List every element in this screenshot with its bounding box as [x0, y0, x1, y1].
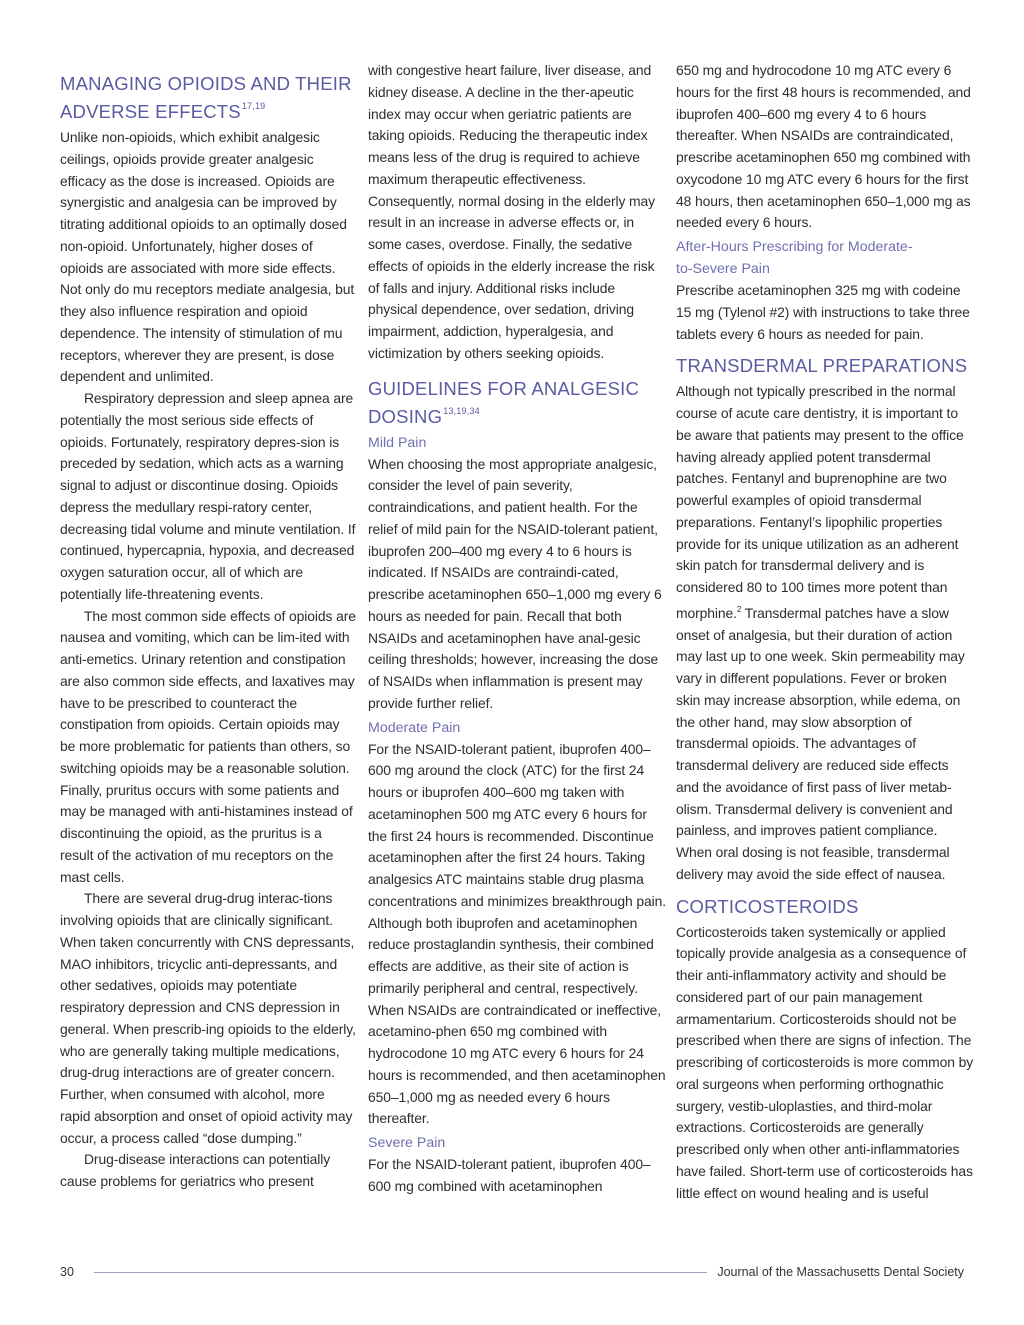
paragraph-text: Although not typically prescribed in the normal course of acute care dentistry, it is important to be aware that patients may present to the office having already applied potent transdermal patches. Fentanyl and buprenophine are two powerful examples of opioid transdermal preparations. Fentanyl’s lipophilic properties provide for its unique utilization as an adherent skin patch for transdermal delivery and is considered 80 to 100 times more potent than morphine. — [676, 383, 964, 621]
paragraph: The most common side effects of opioids are nausea and vomiting, which can be lim-ited with anti-emetics. Urinary retention and constipation are also common side effects, and laxatives may have to be prescribed to counteract the constipation from opioids. Certain opioids may be more problematic for patients than others, so switching opioids may be a reasonable solution. Finally, pruritus occurs with some patients and may be managed with anti-histamines instead of discontinuing the opioid, as the pruritus is a result of the activation of mu receptors on the mast cells. — [60, 607, 356, 885]
paragraph: When choosing the most appropriate analgesic, consider the level of pain severity, contraindications, and patient health. For the relief of mild pain for the NSAID-tolerant patient, ibuprofen 200–400 mg every 4 to 6 hours is indicated. If NSAIDs are contraindi-cated, prescribe acetaminophen 650–1,000 mg every 6 hours as needed for pain. Recall that both NSAIDs and acetaminophen have anal-gesic ceiling thresholds; however, increasing the dose of NSAIDs when inflammation is present may provide further relief. — [368, 455, 662, 711]
journal-name: Journal of the Massachusetts Dental Society — [717, 1265, 964, 1279]
paragraph: Unlike non-opioids, which exhibit analgesic ceilings, opioids provide greater analgesic efficacy as the dose is increased. Opioids are synergistic and analgesia can be improved by titrating additional opioids to an optimally dosed non-opioid. Unfortunately, higher doses of opioids are associated with more side effects. Not only do mu receptors mediate analgesia, but they also influence respiration and opioid dependence. The intensity of stimulation of mu receptors, wherever they are present, is dose dependent and unlimited. — [60, 129, 355, 385]
paragraph-text: Transdermal patches have a slow onset of analgesia, but their duration of action may last up to one week. Skin permeability may vary in different populations. Fever or broken skin may increase absorption, while edema, on the other hand, may slow absorption of transdermal opioids. The advantages of transdermal delivery are reduced side effects and the avoidance of first pass of liver metab-olism. Transdermal delivery is convenient and painless, and improves patient compliance. When oral dosing is not feasible, transdermal delivery may avoid the side effect of nausea. — [676, 604, 965, 882]
column-middle — [368, 60, 666, 1198]
section-heading-corticosteroids: CORTICOSTEROIDS — [676, 895, 859, 917]
paragraph: Respiratory depression and sleep apnea are potentially the most serious side effects of opioids. Fortunately, respiratory depres-sion is preceded by sedation, which acts as a warning signal to adjust or discontinue dosing. Opioids depress the medullary respi-ratory center, decreasing tidal volume and minute ventilation. If continued, hypercapnia, hypoxia, and decreased oxygen saturation occur, all of which are potentially life-threatening events. — [60, 390, 356, 602]
page-footer — [60, 1262, 964, 1282]
paragraph: For the NSAID-tolerant patient, ibuprofen 400–600 mg combined with acetaminophen — [368, 1156, 651, 1194]
subheading-moderate-pain: Moderate Pain — [368, 719, 461, 736]
column-left — [60, 72, 358, 1193]
page-number: 30 — [60, 1265, 74, 1279]
heading-line-1: GUIDELINES FOR ANALGESIC — [368, 377, 640, 399]
paragraph: 650 mg and hydrocodone 10 mg ATC every 6 hours for the first 48 hours is recommended, and ibuprofen 400–600 mg every 4 to 6 hours thereafter. When NSAIDs are contraindicated, prescribe acetaminophen 650 mg combined with oxycodone 10 mg ATC every 6 hours for the first 48 hours, then acetaminophen 650–1,000 mg as needed every 6 hours. — [676, 62, 971, 231]
section-heading-transdermal: TRANSDERMAL PREPARATIONS — [676, 355, 968, 377]
paragraph: There are several drug-drug interac-tions involving opioids that are clinically significant. When taken concurrently with CNS depressants, MAO inhibitors, tricyclic anti-depressants, and other sedatives, opioids may potentiate respiratory depression and CNS depression in general. When prescrib-ing opioids to the elderly, who are generally taking multiple medications, drug-drug interactions are of greater concern. Further, when consumed with alcohol, more rapid absorption and onset of opioid activity may occur, a process called “dose dumping.” — [60, 890, 356, 1146]
subheading-severe-pain: Severe Pain — [368, 1135, 446, 1151]
paragraph: Corticosteroids taken systemically or applied topically provide analgesia as a consequence of their anti-inflammatory activity and should be considered part of our pain management armamentarium. Corticosteroids should not be prescribed when there are signs of infection. The prescribing of corticosteroids is more common by oral surgeons when performing orthognathic surgery, vestib-uloplasties, and third-molar extractions. Corticosteroids are generally prescribed only when other anti-inflammatories have failed. Short-term use of corticosteroids has little effect on wound healing and is useful — [676, 923, 974, 1201]
paragraph: For the NSAID-tolerant patient, ibuprofen 400–600 mg around the clock (ATC) for the first 24 hours or ibuprofen 400–600 mg taken with acetaminophen 500 mg ATC every 6 hours for the first 24 hours is recommended. Discontinue acetaminophen after the first 24 hours. Taking analgesics ATC maintains stable drug plasma concentrations and minimizes breakthrough pain. Although both ibuprofen and acetaminophen reduce prostaglandin synthesis, their combined effects are additive, as their site of action is primarily peripheral and central, respectively. When NSAIDs are contraindicated or ineffective, acetamino-phen 650 mg combined with hydrocodone 10 mg ATC every 6 hours for 24 hours is recommended, and then acetaminophen 650–1,000 mg as needed every 6 hours thereafter. — [368, 740, 666, 1127]
heading-line-2: DOSING — [368, 405, 443, 427]
paragraph — [676, 381, 974, 885]
subheading-mild-pain: Mild Pain — [368, 434, 427, 451]
paragraph: Drug-disease interactions can potentially cause problems for geriatrics who present — [60, 1151, 331, 1189]
heading-line-2: ADVERSE EFFECTS — [60, 101, 241, 122]
heading-reference: 13,19,34 — [443, 405, 480, 416]
paragraph: with congestive heart failure, liver disease, and kidney disease. A decline in the ther-apeutic index may occur when geriatric patients are taking opioids. Reducing the therapeutic index means less of the drug is required to achieve maximum therapeutic effectiveness. Consequently, normal dosing in the elderly may result in an increase in adverse effects or, in some cases, overdose. Finally, the sedative effects of opioids in the elderly increase the risk of falls and injury. Additional risks include physical dependence, over sedation, driving impairment, addiction, hyperalgesia, and victimization by others seeking opioids. — [368, 62, 656, 361]
column-right — [676, 60, 974, 1204]
heading-line-1: MANAGING OPIOIDS AND THEIR — [60, 73, 352, 94]
subheading-line-2: to-Severe Pain — [676, 261, 770, 277]
section-heading-managing-opioids — [60, 72, 358, 123]
footer-rule — [94, 1272, 707, 1273]
heading-reference: 17,19 — [241, 101, 266, 111]
paragraph: Prescribe acetaminophen 325 mg with codeine 15 mg (Tylenol #2) with instructions to take three tablets every 6 hours as needed for pain. — [676, 282, 970, 342]
section-heading-guidelines — [368, 377, 666, 428]
subheading-line-1: After-Hours Prescribing for Moderate- — [676, 239, 913, 255]
reference-superscript: 2 — [736, 604, 742, 614]
subheading-after-hours — [676, 236, 974, 280]
